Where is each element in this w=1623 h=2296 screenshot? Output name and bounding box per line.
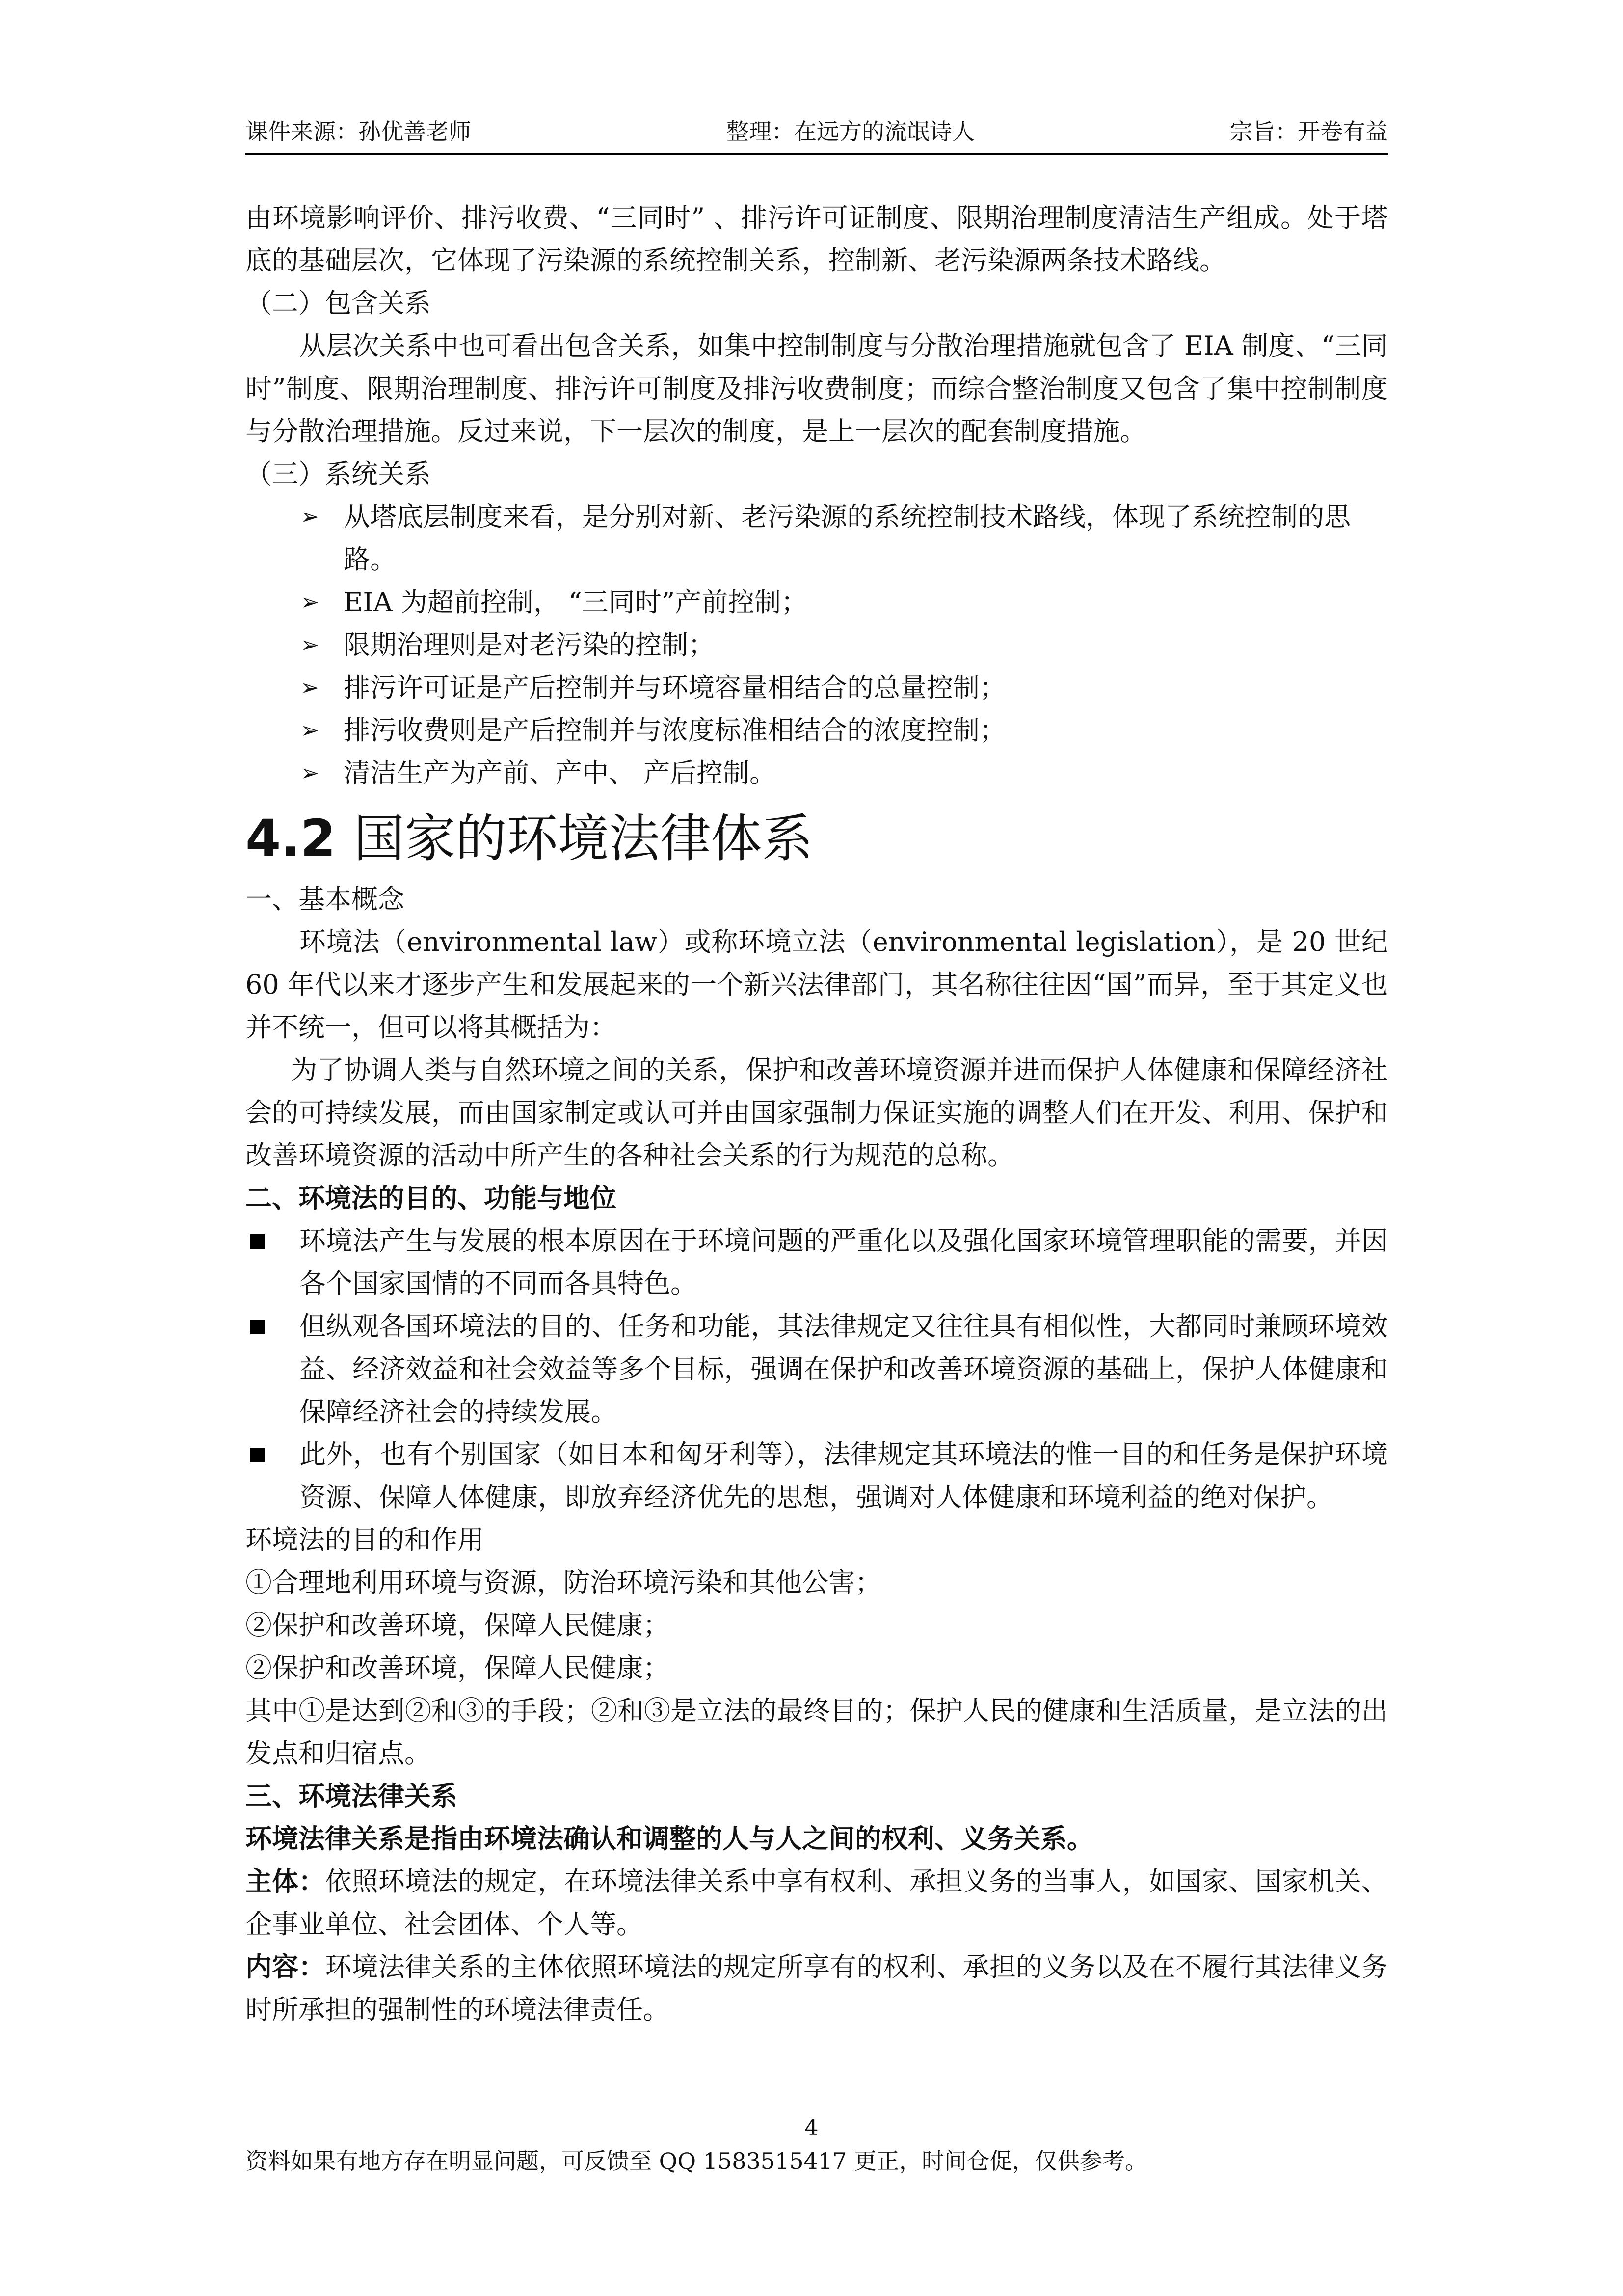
header-divider — [245, 153, 1388, 155]
list-item: ➢ 排污收费则是产后控制并与浓度标准相结合的浓度控制； — [245, 709, 1388, 752]
paragraph-base-layer: 由环境影响评价、排污收费、“三同时” 、排污许可证制度、限期治理制度清洁生产组成。处于塔底的基础层次，它体现了污染源的系统控制关系，控制新、老污染源两条技术路线。 — [245, 202, 1388, 276]
paragraph-definition: 环境法（environmental law）或称环境立法（environmental legislation），是 20 世纪 60 年代以来才逐步产生和发展起来的一个新兴法律部门，其名称往往因“国”而异，至于其定义也并不统一，但可以将其概括为： — [245, 926, 1388, 1043]
list-item: 环境法产生与发展的根本原因在于环境问题的严重化以及强化国家环境管理职能的需要，并因各个国家国情的不同而各具特色。 — [245, 1219, 1388, 1305]
system-relation-list — [245, 495, 1388, 794]
list-item: 但纵观各国环境法的目的、任务和功能，其法律规定又往往具有相似性，大都同时兼顾环境效益、经济效益和社会效益等多个目标，强调在保护和改善环境资源的基础上，保护人体健康和保障经济社会的持续发展。 — [245, 1305, 1388, 1433]
square-bullet-icon — [250, 1448, 265, 1462]
heading-role: 环境法的目的和作用 — [245, 1524, 484, 1555]
square-bullet-icon — [250, 1234, 265, 1249]
role-item: ②保护和改善环境，保障人民健康； — [245, 1610, 669, 1641]
subject-text: 依照环境法的规定，在环境法律关系中享有权利、承担义务的当事人，如国家、国家机关、企事业单位、社会团体、个人等。 — [245, 1866, 1388, 1940]
legal-relation-definition: 环境法律关系是指由环境法确认和调整的人与人之间的权利、义务关系。 — [245, 1823, 1093, 1854]
paragraph-content — [245, 1945, 1388, 2031]
page-body — [245, 196, 1388, 2031]
content-label: 内容： — [245, 1951, 325, 1982]
header-editor: 整理：在远方的流氓诗人 — [726, 118, 975, 145]
subheading-system: （三）系统关系 — [245, 459, 431, 489]
paragraph-definition-summary: 为了协调人类与自然环境之间的关系，保护和改善环境资源并进而保护人体健康和保障经济社会的可持续发展，而由国家制定或认可并由国家强制力保证实施的调整人们在开发、利用、保护和改善环境资源的活动中所产生的各种社会关系的行为规范的总称。 — [245, 1054, 1388, 1171]
subject-label: 主体： — [245, 1865, 325, 1897]
heading-legal-relation: 三、环境法律关系 — [245, 1780, 457, 1811]
heading-purpose-function: 二、环境法的目的、功能与地位 — [245, 1182, 616, 1214]
role-summary: 其中①是达到②和③的手段；②和③是立法的最终目的；保护人民的健康和生活质量，是立法的出发点和归宿点。 — [245, 1695, 1388, 1769]
section-heading — [245, 804, 1388, 873]
section-number: 4.2 — [245, 809, 336, 868]
subheading-inclusion: （二）包含关系 — [245, 288, 431, 319]
arrow-bullet-icon: ➢ — [300, 717, 319, 743]
arrow-bullet-icon: ➢ — [300, 631, 319, 658]
list-item: ➢ EIA 为超前控制， “三同时”产前控制； — [245, 581, 1388, 623]
list-item: ➢ 清洁生产为产前、产中、 产后控制。 — [245, 752, 1388, 794]
arrow-bullet-icon: ➢ — [300, 759, 319, 786]
heading-basic-concept: 一、基本概念 — [245, 884, 404, 915]
page-header — [245, 112, 1388, 146]
footer-note: 资料如果有地方存在明显问题，可反馈至 QQ 1583515417 更正，时间仓促，仅供参考。 — [245, 2148, 1147, 2174]
list-item: 此外，也有个别国家（如日本和匈牙利等），法律规定其环境法的惟一目的和任务是保护环境资源、保障人体健康，即放弃经济优先的思想，强调对人体健康和环境利益的绝对保护。 — [245, 1433, 1388, 1518]
list-item: ➢ 从塔底层制度来看，是分别对新、老污染源的系统控制技术路线，体现了系统控制的思路。 — [245, 495, 1388, 581]
arrow-bullet-icon: ➢ — [300, 503, 319, 530]
arrow-bullet-icon: ➢ — [300, 674, 319, 701]
paragraph-inclusion: 从层次关系中也可看出包含关系，如集中控制制度与分散治理措施就包含了 EIA 制度、“三同时”制度、限期治理制度、排污许可制度及排污收费制度；而综合整治制度又包含了集中控制制度与分散治理措施。反过来说，下一层次的制度，是上一层次的配套制度措施。 — [245, 330, 1388, 447]
role-item: ②保护和改善环境，保障人民健康； — [245, 1652, 669, 1683]
page-number: 4 — [804, 2115, 819, 2140]
purpose-list — [245, 1219, 1388, 1518]
paragraph-subject — [245, 1860, 1388, 1945]
role-item: ①合理地利用环境与资源，防治环境污染和其他公害； — [245, 1567, 881, 1598]
square-bullet-icon — [250, 1320, 265, 1334]
list-item: ➢ 排污许可证是产后控制并与环境容量相结合的总量控制； — [245, 666, 1388, 709]
list-item: ➢ 限期治理则是对老污染的控制； — [245, 623, 1388, 666]
section-title: 国家的环境法律体系 — [353, 809, 813, 868]
arrow-bullet-icon: ➢ — [300, 589, 319, 615]
content-text: 环境法律关系的主体依照环境法的规定所享有的权利、承担的义务以及在不履行其法律义务时所承担的强制性的环境法律责任。 — [245, 1951, 1388, 2025]
header-motto: 宗旨：开卷有益 — [1230, 118, 1388, 145]
header-source: 课件来源：孙优善老师 — [245, 118, 471, 145]
